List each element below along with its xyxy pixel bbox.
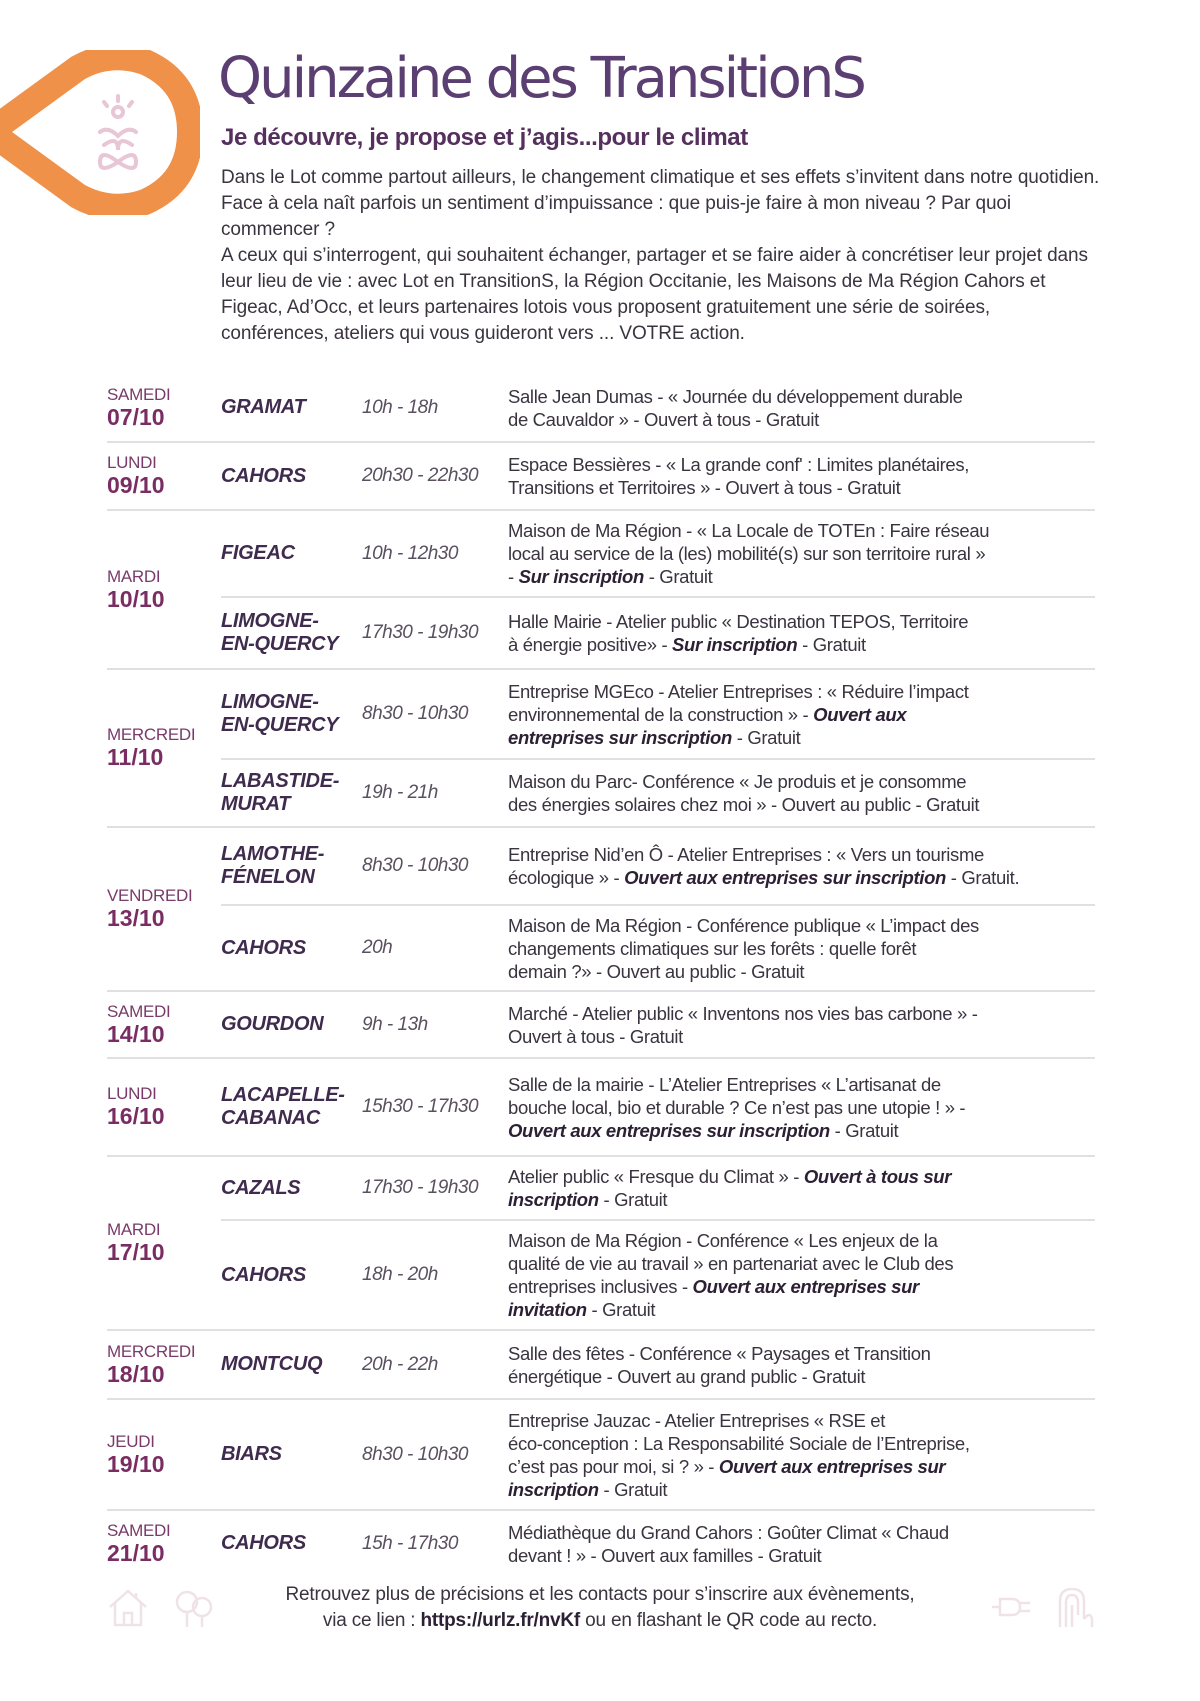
event-date bbox=[107, 1331, 221, 1398]
description-text: Entreprise Nid’en Ô - Atelier Entreprises : « Vers un tourisme bbox=[508, 844, 984, 865]
description-emphasis: inscription bbox=[508, 1189, 599, 1210]
event-time: 9h - 13h bbox=[362, 1013, 428, 1035]
event-list bbox=[221, 1400, 1095, 1509]
description-text: - bbox=[508, 566, 519, 587]
event-date bbox=[107, 374, 221, 441]
description-text: Marché - Atelier public « Inventons nos vies bas carbone » - bbox=[508, 1002, 978, 1024]
description-text: Maison de Ma Région - Conférence publique « L’impact des bbox=[508, 914, 979, 936]
description-text: Salle des fêtes - Conférence « Paysages et Transition bbox=[508, 1342, 931, 1364]
footer-link[interactable]: https://urlz.fr/nvKf bbox=[420, 1610, 581, 1631]
description-emphasis: Sur inscription bbox=[672, 634, 798, 655]
event-date bbox=[107, 670, 221, 826]
event-time: 20h30 - 22h30 bbox=[362, 465, 479, 486]
event-description bbox=[508, 770, 1095, 816]
description-line bbox=[508, 385, 1095, 408]
description-line bbox=[508, 1409, 1095, 1432]
event-date bbox=[107, 511, 221, 668]
description-text: changements climatiques sur les forêts : quelle forêt bbox=[508, 937, 917, 959]
description-line bbox=[508, 1478, 1095, 1501]
event-row bbox=[221, 598, 1095, 668]
description-line bbox=[508, 1432, 1095, 1455]
description-line bbox=[508, 1298, 1095, 1321]
description-line bbox=[508, 610, 1095, 633]
description-text: - Gratuit bbox=[829, 1119, 899, 1141]
day-name: SAMEDI bbox=[107, 1520, 171, 1540]
day-date: 11/10 bbox=[107, 744, 164, 770]
event-description bbox=[508, 519, 1095, 588]
description-text: bouche local, bio et durable ? Ce n’est pas une utopie ! » - bbox=[508, 1096, 966, 1118]
footer-suffix: ou en flashant le QR code au recto. bbox=[580, 1610, 878, 1631]
description-text: Maison de Ma Région - « La Locale de TOTEn : Faire réseau bbox=[508, 520, 990, 541]
page-title: Quinzaine des TransitionS bbox=[218, 46, 864, 111]
description-text: des énergies solaires chez moi » - Ouvert au public - Gratuit bbox=[508, 794, 980, 815]
description-text: - Gratuit bbox=[731, 726, 801, 748]
event-row bbox=[221, 906, 1095, 990]
logo-drop-icon bbox=[0, 50, 200, 215]
description-emphasis: entreprises sur inscription bbox=[508, 726, 732, 748]
event-time: 10h - 12h30 bbox=[362, 542, 458, 564]
event-time: 18h - 20h bbox=[362, 1264, 438, 1285]
description-line bbox=[508, 1455, 1095, 1478]
event-description bbox=[508, 1342, 1095, 1388]
event-city: LAMOTHE- FÉNELON bbox=[221, 843, 325, 888]
event-list bbox=[221, 1059, 1095, 1155]
description-text: local au service de la (les) mobilité(s) sur son territoire rural » bbox=[508, 543, 986, 564]
day-group bbox=[107, 1331, 1095, 1400]
day-group bbox=[107, 828, 1095, 992]
event-description bbox=[508, 1073, 1095, 1142]
event-list bbox=[221, 511, 1095, 668]
description-text: c’est pas pour moi, si ? » - bbox=[508, 1455, 719, 1477]
event-time: 8h30 - 10h30 bbox=[362, 855, 468, 876]
day-group bbox=[107, 443, 1095, 511]
event-row bbox=[221, 374, 1095, 441]
description-line bbox=[508, 1188, 1095, 1211]
description-emphasis: Sur inscription bbox=[518, 566, 644, 587]
description-text: Transitions et Territoires » - Ouvert à tous - Gratuit bbox=[508, 477, 901, 498]
description-line bbox=[508, 960, 1095, 983]
event-city: CAZALS bbox=[221, 1176, 301, 1199]
description-line bbox=[508, 726, 1095, 749]
event-list bbox=[221, 670, 1095, 826]
event-date bbox=[107, 1400, 221, 1509]
description-line bbox=[508, 1252, 1095, 1275]
day-name: MARDI bbox=[107, 1220, 161, 1239]
event-city: CAHORS bbox=[221, 1532, 306, 1554]
description-line bbox=[508, 1544, 1095, 1567]
event-time: 10h - 18h bbox=[362, 396, 438, 418]
event-city: MONTCUQ bbox=[221, 1353, 323, 1375]
event-time: 20h bbox=[362, 937, 393, 958]
description-emphasis: Ouvert aux entreprises sur bbox=[718, 1455, 946, 1477]
event-list bbox=[221, 828, 1095, 990]
event-time: 19h - 21h bbox=[362, 782, 438, 803]
event-city: GOURDON bbox=[221, 1013, 324, 1035]
description-emphasis: Ouvert aux entreprises sur inscription bbox=[624, 867, 946, 888]
description-line bbox=[508, 843, 1095, 866]
event-list bbox=[221, 1511, 1095, 1576]
description-text: Maison du Parc- Conférence « Je produis et je consomme bbox=[508, 771, 967, 792]
event-city: CAHORS bbox=[221, 1263, 306, 1286]
event-city: LIMOGNE- EN-QUERCY bbox=[221, 610, 339, 655]
description-text: Médiathèque du Grand Cahors : Goûter Climat « Chaud bbox=[508, 1521, 949, 1543]
description-text: Atelier public « Fresque du Climat » - bbox=[508, 1166, 804, 1187]
event-city: LIMOGNE- EN-QUERCY bbox=[221, 691, 339, 736]
footer-text bbox=[0, 1582, 1200, 1634]
event-time: 20h - 22h bbox=[362, 1353, 438, 1375]
event-description bbox=[508, 385, 1095, 431]
footer-line: Retrouvez plus de précisions et les contacts pour s’inscrire aux évènements, bbox=[285, 1584, 915, 1605]
event-list bbox=[221, 1331, 1095, 1398]
description-text: Halle Mairie - Atelier public « Destination TEPOS, Territoire bbox=[508, 611, 969, 632]
intro-text bbox=[221, 165, 1101, 347]
description-text: - Gratuit bbox=[598, 1189, 668, 1210]
day-name: MERCREDI bbox=[107, 1341, 196, 1361]
description-text: environnemental de la construction » - bbox=[508, 703, 814, 725]
event-time: 8h30 - 10h30 bbox=[362, 1443, 468, 1465]
day-group bbox=[107, 1059, 1095, 1157]
event-date bbox=[107, 828, 221, 990]
event-time: 17h30 - 19h30 bbox=[362, 622, 479, 643]
description-emphasis: Ouvert aux entreprises sur bbox=[692, 1276, 919, 1297]
description-line bbox=[508, 770, 1095, 793]
day-name: LUNDI bbox=[107, 453, 157, 472]
description-text: qualité de vie au travail » en partenariat avec le Club des bbox=[508, 1253, 954, 1274]
description-text: Maison de Ma Région - Conférence « Les enjeux de la bbox=[508, 1230, 938, 1251]
event-list bbox=[221, 443, 1095, 509]
description-line bbox=[508, 408, 1095, 431]
event-description bbox=[508, 1229, 1095, 1321]
day-date: 13/10 bbox=[107, 905, 165, 931]
description-text: Salle de la mairie - L’Atelier Entreprises « L’artisanat de bbox=[508, 1073, 941, 1095]
description-text: entreprises inclusives - bbox=[508, 1276, 693, 1297]
description-line bbox=[508, 703, 1095, 726]
day-date: 21/10 bbox=[107, 1539, 165, 1566]
day-group bbox=[107, 1157, 1095, 1331]
description-emphasis: invitation bbox=[508, 1299, 587, 1320]
description-text: - Gratuit bbox=[797, 634, 866, 655]
description-emphasis: Ouvert aux bbox=[813, 703, 907, 725]
description-line bbox=[508, 1002, 1095, 1025]
description-text: - Gratuit. bbox=[945, 867, 1020, 888]
event-city: LABASTIDE- MURAT bbox=[221, 770, 340, 815]
event-row bbox=[221, 760, 1095, 826]
event-row bbox=[221, 1331, 1095, 1398]
event-description bbox=[508, 1002, 1095, 1048]
event-list bbox=[221, 1157, 1095, 1329]
description-text: - Gratuit bbox=[598, 1478, 668, 1500]
event-city: GRAMAT bbox=[221, 396, 306, 418]
intro-paragraph: A ceux qui s’interrogent, qui souhaitent échanger, partager et se faire aider à concrétiser leur projet dans leur lieu de vie : avec Lot en TransitionS, la Région Occitanie, les Maisons de Ma Région Cahors et Figeac, Ad’Occ, et leurs partenaires lotois vous proposent gratuitement une série de soirées, conférences, ateliers qui vous guideront vers ... VOTRE action. bbox=[221, 245, 1088, 344]
event-description bbox=[508, 1521, 1095, 1567]
description-text: Entreprise MGEco - Atelier Entreprises : « Réduire l’impact bbox=[508, 680, 969, 702]
event-date bbox=[107, 1511, 221, 1576]
description-line bbox=[508, 1096, 1095, 1119]
description-line bbox=[508, 1165, 1095, 1188]
event-city: CAHORS bbox=[221, 464, 306, 487]
description-line bbox=[508, 633, 1095, 656]
event-description bbox=[508, 610, 1095, 656]
event-date bbox=[107, 1059, 221, 1155]
description-text: - Gratuit bbox=[643, 566, 713, 587]
description-text: énergétique - Ouvert au grand public - Gratuit bbox=[508, 1365, 866, 1387]
day-group bbox=[107, 374, 1095, 443]
day-name: SAMEDI bbox=[107, 1001, 171, 1021]
event-description bbox=[508, 843, 1095, 889]
event-description bbox=[508, 680, 1095, 749]
day-group bbox=[107, 1400, 1095, 1511]
event-row bbox=[221, 1400, 1095, 1509]
description-line bbox=[508, 866, 1095, 889]
event-agenda bbox=[107, 374, 1095, 1576]
day-name: MARDI bbox=[107, 566, 161, 586]
description-line bbox=[508, 1025, 1095, 1048]
event-row bbox=[221, 992, 1095, 1057]
event-list bbox=[221, 992, 1095, 1057]
description-line bbox=[508, 542, 1095, 565]
description-line bbox=[508, 793, 1095, 816]
description-text: à énergie positive» - bbox=[508, 634, 673, 655]
event-city: LACAPELLE- CABANAC bbox=[221, 1084, 345, 1129]
description-line bbox=[508, 519, 1095, 542]
description-emphasis: Ouvert aux entreprises sur inscription bbox=[508, 1119, 830, 1141]
day-group bbox=[107, 992, 1095, 1059]
day-date: 14/10 bbox=[107, 1020, 165, 1047]
event-row bbox=[221, 1511, 1095, 1576]
day-date: 10/10 bbox=[107, 585, 165, 612]
description-line bbox=[508, 1342, 1095, 1365]
description-text: devant ! » - Ouvert aux familles - Gratuit bbox=[508, 1544, 822, 1566]
description-text: éco-conception : La Responsabilité Sociale de l’Entreprise, bbox=[508, 1432, 970, 1454]
day-name: LUNDI bbox=[107, 1084, 157, 1103]
description-text: Espace Bessières - « La grande conf' : Limites planétaires, bbox=[508, 454, 970, 475]
event-description bbox=[508, 1409, 1095, 1501]
day-group bbox=[107, 670, 1095, 828]
event-description bbox=[508, 453, 1095, 499]
description-line bbox=[508, 1521, 1095, 1544]
description-line bbox=[508, 937, 1095, 960]
description-text: Ouvert à tous - Gratuit bbox=[508, 1025, 683, 1047]
event-row bbox=[221, 1221, 1095, 1329]
event-row bbox=[221, 670, 1095, 760]
event-date bbox=[107, 992, 221, 1057]
event-time: 15h30 - 17h30 bbox=[362, 1096, 479, 1117]
event-city: BIARS bbox=[221, 1443, 282, 1465]
event-row bbox=[221, 1157, 1095, 1221]
day-group bbox=[107, 1511, 1095, 1576]
description-line bbox=[508, 680, 1095, 703]
description-line bbox=[508, 565, 1095, 588]
description-line bbox=[508, 453, 1095, 476]
description-line bbox=[508, 476, 1095, 499]
day-date: 16/10 bbox=[107, 1103, 165, 1129]
event-city: CAHORS bbox=[221, 936, 306, 959]
day-name: JEUDI bbox=[107, 1431, 155, 1451]
description-text: Salle Jean Dumas - « Journée du développement durable bbox=[508, 385, 963, 407]
description-line bbox=[508, 1229, 1095, 1252]
description-text: Entreprise Jauzac - Atelier Entreprises « RSE et bbox=[508, 1409, 886, 1431]
description-line bbox=[508, 1119, 1095, 1142]
description-line bbox=[508, 1365, 1095, 1388]
description-text: de Cauvaldor » - Ouvert à tous - Gratuit bbox=[508, 408, 819, 430]
day-date: 17/10 bbox=[107, 1239, 165, 1265]
event-city: FIGEAC bbox=[221, 542, 295, 564]
event-row bbox=[221, 443, 1095, 509]
day-date: 07/10 bbox=[107, 403, 165, 430]
event-description bbox=[508, 1165, 1095, 1211]
description-emphasis: inscription bbox=[508, 1478, 599, 1500]
description-line bbox=[508, 1275, 1095, 1298]
description-text: demain ?» - Ouvert au public - Gratuit bbox=[508, 960, 805, 982]
day-group bbox=[107, 511, 1095, 670]
event-list bbox=[221, 374, 1095, 441]
event-time: 15h - 17h30 bbox=[362, 1532, 458, 1554]
event-time: 8h30 - 10h30 bbox=[362, 703, 468, 724]
description-line bbox=[508, 1073, 1095, 1096]
day-date: 19/10 bbox=[107, 1450, 165, 1477]
footer-prefix: via ce lien : bbox=[322, 1610, 421, 1631]
day-name: MERCREDI bbox=[107, 725, 196, 744]
description-line bbox=[508, 914, 1095, 937]
day-name: VENDREDI bbox=[107, 886, 193, 905]
day-name: SAMEDI bbox=[107, 384, 171, 404]
intro-paragraph: Dans le Lot comme partout ailleurs, le changement climatique et ses effets s’invitent dans notre quotidien. Face à cela naît parfois un sentiment d’impuissance : que puis-je faire à mon niveau ? Par quoi commencer ? bbox=[221, 167, 1100, 240]
event-date bbox=[107, 1157, 221, 1329]
event-date bbox=[107, 443, 221, 509]
event-row bbox=[221, 511, 1095, 598]
event-time: 17h30 - 19h30 bbox=[362, 1177, 479, 1198]
description-text: - Gratuit bbox=[586, 1299, 656, 1320]
page-subtitle: Je découvre, je propose et j’agis...pour le climat bbox=[221, 124, 748, 151]
description-emphasis: Ouvert à tous sur bbox=[803, 1166, 952, 1187]
event-description bbox=[508, 914, 1095, 983]
event-row bbox=[221, 1059, 1095, 1155]
description-text: écologique » - bbox=[508, 867, 625, 888]
event-row bbox=[221, 828, 1095, 906]
day-date: 09/10 bbox=[107, 472, 165, 498]
day-date: 18/10 bbox=[107, 1360, 165, 1387]
